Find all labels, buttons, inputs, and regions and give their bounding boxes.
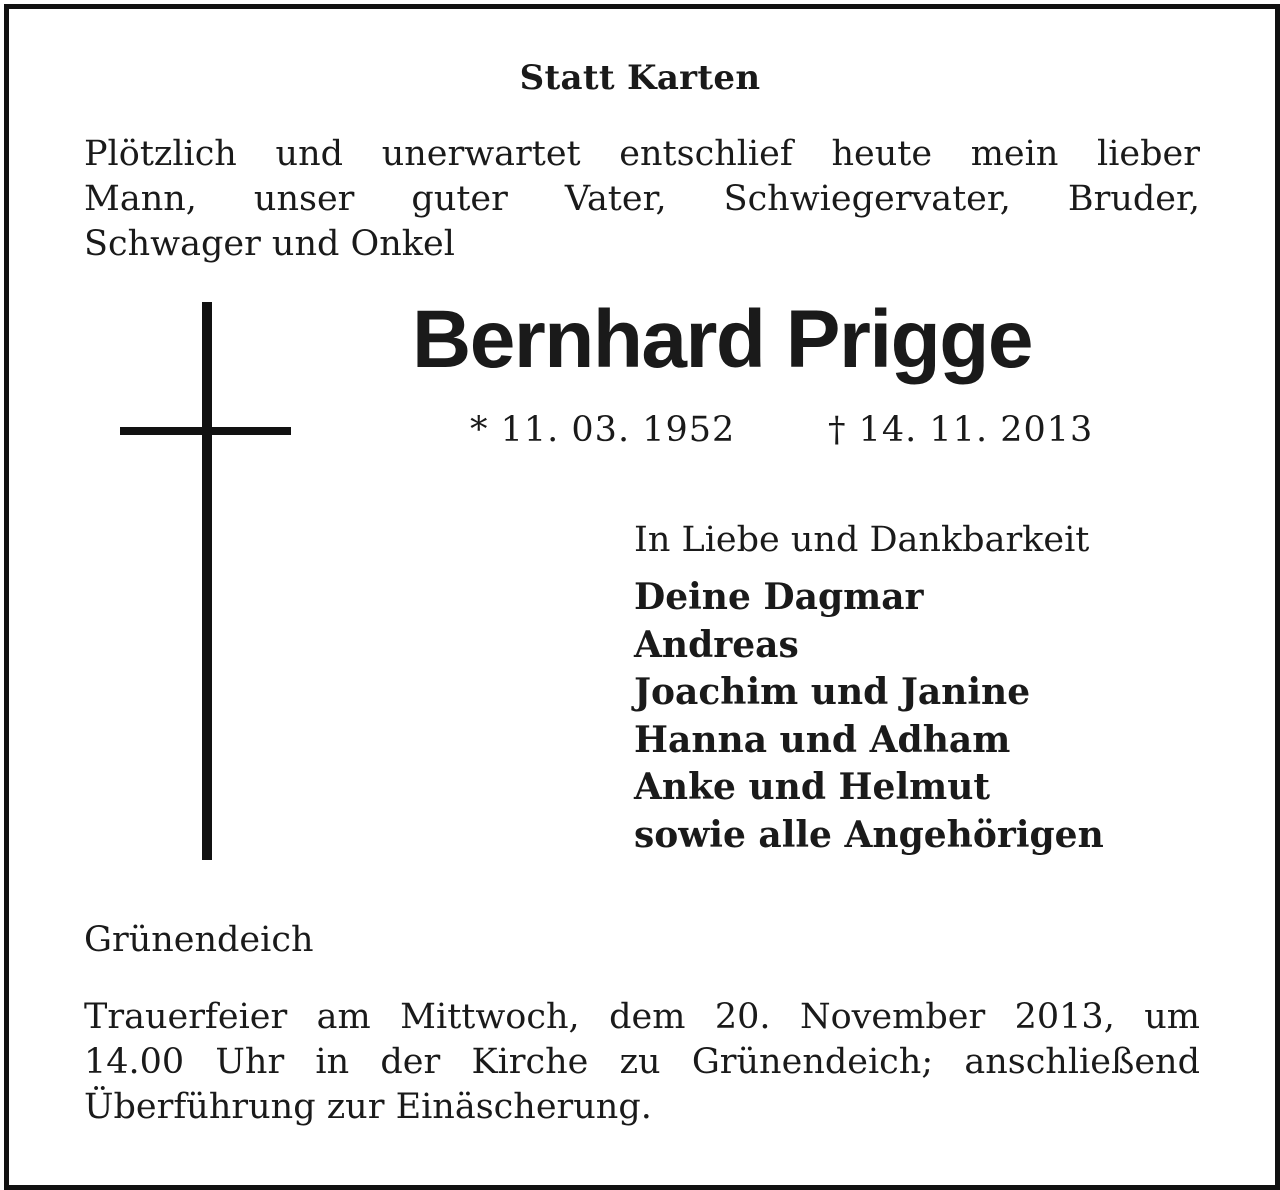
place-name: Grünendeich <box>84 920 314 960</box>
service-line: Überführung zur Einäscherung. <box>84 1087 652 1127</box>
death-date: † 14. 11. 2013 <box>828 410 1094 450</box>
family-member: Anke und Helmut <box>634 766 991 808</box>
intro-text <box>84 132 1200 267</box>
intro-line: Mann, unser guter Vater, Schwiegervater, Bruder, <box>84 179 1200 219</box>
intro-line: Plötzlich und unerwartet entschlief heute mein lieber <box>84 134 1200 174</box>
intro-line: Schwager und Onkel <box>84 224 455 264</box>
notice-header: Statt Karten <box>519 58 761 98</box>
family-list <box>634 574 1104 859</box>
family-member: Joachim und Janine <box>634 671 1031 713</box>
family-member: sowie alle Angehörigen <box>634 813 1104 856</box>
deceased-name: Bernhard Prigge <box>412 294 1032 385</box>
service-line: Trauerfeier am Mittwoch, dem 20. November 2013, um <box>84 997 1200 1037</box>
family-member: Andreas <box>634 623 799 666</box>
service-line: 14.00 Uhr in der Kirche zu Grünendeich; anschließend <box>84 1042 1200 1082</box>
family-member: Deine Dagmar <box>634 576 924 618</box>
birth-date: * 11. 03. 1952 <box>470 410 736 450</box>
cross-icon <box>120 302 292 862</box>
service-info <box>84 995 1200 1130</box>
closing-phrase: In Liebe und Dankbarkeit <box>634 520 1090 560</box>
family-member: Hanna und Adham <box>634 718 1011 761</box>
